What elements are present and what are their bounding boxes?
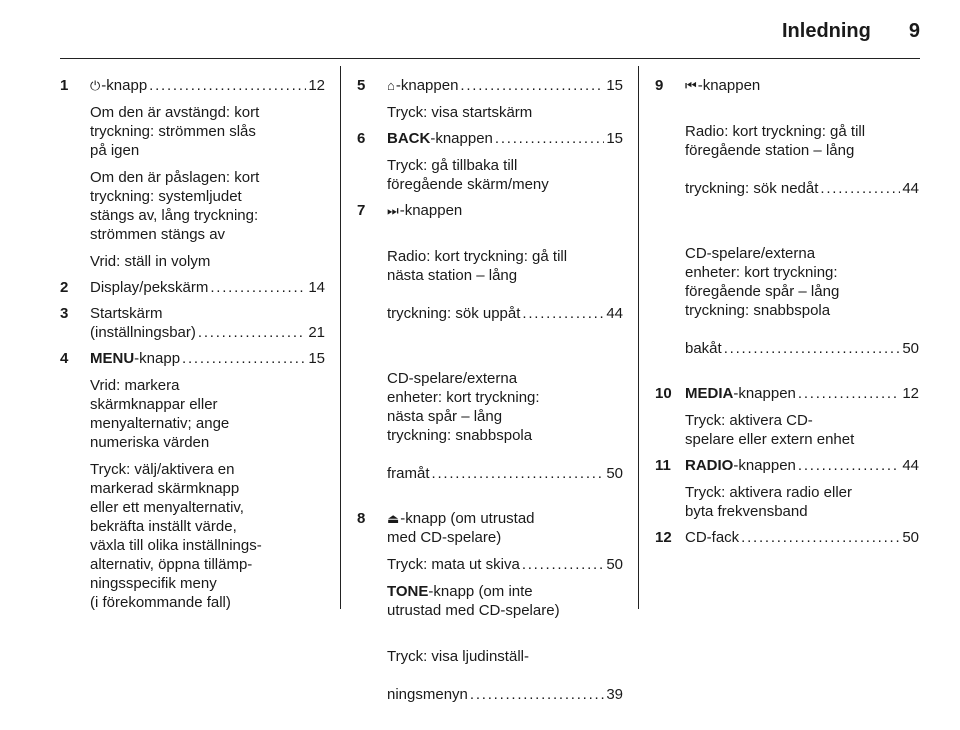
item-number: 1 [60,77,69,94]
list-item-12 [655,528,919,547]
item-number: 5 [357,77,366,94]
item-description: tryckning: sök uppåt [387,305,521,322]
list-item-4 [60,349,325,612]
page-ref[interactable]: 21 [308,324,325,341]
item-label: (inställningsbar) [90,324,196,341]
page-ref[interactable]: 50 [606,465,623,482]
list-item-10 [655,384,919,449]
page-ref[interactable]: 39 [606,686,623,703]
item-description: bakåt [685,340,722,357]
item-number: 12 [655,529,672,546]
leader-dots [210,278,306,297]
leader-dots [798,384,900,403]
button-name: TONE [387,583,429,600]
item-number: 4 [60,350,69,367]
page-ref[interactable]: 50 [902,340,919,357]
column-divider-1 [340,66,341,609]
page-ref[interactable]: 44 [606,305,623,322]
leader-dots [724,339,901,358]
page-number: 9 [908,20,920,42]
item-number: 6 [357,130,366,147]
next-track-icon: ⏭ [387,203,399,218]
item-description: Radio: kort tryckning: gå till föregående station – lång [685,123,866,159]
item-description: CD-spelare/externa enheter: kort tryckning: föregående spår – lång tryckning: snabbspola [685,245,840,319]
item-label: -knapp [134,350,181,367]
column-1 [60,76,325,619]
item-description: Tryck: välj/aktivera en markerad skärmknapp eller ett menyalternativ, bekräfta inställt värde, växla till olika inställnings- alternativ, öppna tillämp- ningsspecifik meny (i förekommande fall) [90,461,262,611]
item-description: tryckning: sök nedåt [685,180,819,197]
item-description: Tryck: aktivera radio eller byta frekvensband [685,484,852,520]
page-ref[interactable]: 15 [606,77,623,94]
home-icon: ⌂ [387,78,395,93]
item-description: Tryck: visa ljudinställ- [387,648,529,665]
leader-dots [798,456,900,475]
item-label: med CD-spelare) [387,529,502,546]
power-icon: ⏻ [90,78,101,93]
item-description: Vrid: markera skärmknappar eller menyalternativ; ange numeriska värden [90,377,230,451]
previous-track-icon: ⏮ [685,78,697,93]
page-ref[interactable]: 14 [308,279,325,296]
button-name: MENU [90,350,135,367]
item-description: Radio: kort tryckning: gå till nästa station – lång [387,248,568,284]
page-ref[interactable]: 12 [902,385,919,402]
page-ref[interactable]: 44 [902,457,919,474]
page-ref[interactable]: 44 [902,180,919,197]
leader-dots [460,76,604,95]
item-number: 10 [655,385,672,402]
page-ref[interactable]: 50 [902,529,919,546]
page-ref[interactable]: 12 [308,77,325,94]
item-label: -knappen [399,202,463,219]
page-header [782,20,920,43]
item-description: framåt [387,465,430,482]
page-ref[interactable]: 15 [308,350,325,367]
leader-dots [522,555,605,574]
item-number: 2 [60,279,69,296]
list-item-9 [655,76,919,377]
column-3 [655,76,919,554]
leader-dots [741,528,900,547]
leader-dots [495,129,604,148]
button-name: RADIO [685,457,734,474]
leader-dots [820,179,900,198]
list-item-2 [60,278,325,297]
list-item-3 [60,304,325,342]
item-description: Vrid: ställ in volym [90,253,211,270]
column-2 [357,76,623,730]
leader-dots [522,304,604,323]
item-description: -knapp (om inte utrustad med CD-spelare) [387,583,560,619]
item-label: Startskärm [90,305,163,322]
item-number: 7 [357,202,366,219]
column-divider-2 [638,66,639,609]
item-label: -knappen [430,130,493,147]
leader-dots [470,685,604,704]
list-item-1 [60,76,325,271]
list-item-6 [357,129,623,194]
page-title: Inledning [781,20,871,42]
item-description: Om den är påslagen: kort tryckning: systemljudet stängs av, lång tryckning: strömmen stängs av [90,169,260,243]
item-label: Display/pekskärm [90,279,209,296]
item-label: -knapp [101,77,148,94]
item-label: -knappen [395,77,459,94]
list-item-7 [357,201,623,502]
item-description: Om den är avstängd: kort tryckning: strömmen slås på igen [90,104,260,159]
item-description: Tryck: aktivera CD- spelare eller extern enhet [685,412,855,448]
item-description: ningsmenyn [387,686,468,703]
leader-dots [432,464,605,483]
item-number: 11 [655,457,671,474]
button-name: MEDIA [685,385,734,402]
item-label: -knappen [733,457,796,474]
button-name: BACK [387,130,431,147]
page-ref[interactable]: 50 [606,556,623,573]
header-rule [60,58,920,59]
item-number: 3 [60,305,69,322]
item-number: 8 [357,510,366,527]
eject-icon: ⏏ [387,511,400,526]
item-description: Tryck: mata ut skiva [387,556,520,573]
item-label: CD-fack [685,529,740,546]
list-item-11 [655,456,919,521]
item-label: -knapp (om utrustad [400,510,535,527]
item-number: 9 [655,77,664,94]
item-label: -knappen [697,77,761,94]
list-item-5 [357,76,623,122]
leader-dots [149,76,306,95]
list-item-8 [357,509,623,723]
page-ref[interactable]: 15 [606,130,623,147]
item-label: -knappen [733,385,796,402]
leader-dots [198,323,306,342]
item-description: Tryck: visa startskärm [387,104,533,121]
leader-dots [182,349,306,368]
item-description: CD-spelare/externa enheter: kort tryckning: nästa spår – lång tryckning: snabbspola [387,370,540,444]
item-description: Tryck: gå tillbaka till föregående skärm/meny [387,157,549,193]
